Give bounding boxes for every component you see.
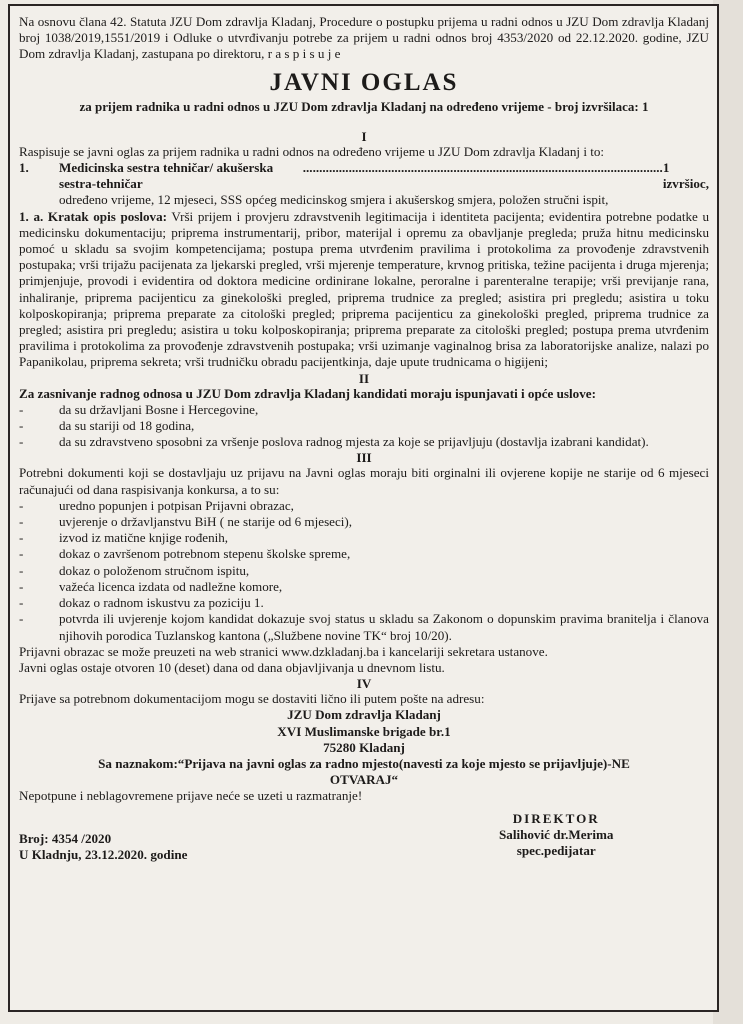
signature-block: [499, 811, 613, 860]
general-conditions-list: [19, 402, 709, 451]
section-numeral-2: II: [358, 370, 370, 386]
list-item: - uredno popunjen i potpisan Prijavni obrazac,: [19, 497, 294, 513]
envelope-mark: Sa naznakom:“Prijava na javni oglas za radno mjesto(navesti za koje mjesto se prijavljuje)-NE OTVARAJ“: [98, 755, 630, 788]
signatory-title: spec.pedijatar: [516, 842, 596, 858]
reference-number: Broj: 4354 /2020: [19, 830, 112, 846]
documents-list: [19, 498, 709, 644]
list-item: - da su zdravstveno sposobni za vršenje poslova radnog mjesta za koje se prijavljuju (dostavlja izabrani kandidat).: [19, 434, 649, 450]
address-line: 75280 Kladanj: [323, 739, 405, 755]
list-item: - potvrda ili uvjerenje kojom kandidat dokazuje svoj status u skladu sa Zakonom o dopunskim pravima branitelja i članova njihovih porodica Tuzlanskog kantona („Službene novine TK“ broj 10/20).: [19, 611, 709, 643]
list-item: - dokaz o radnom iskustvu za poziciju 1.: [19, 595, 264, 611]
list-item: - uvjerenje o državljanstvu BiH ( ne starije od 6 mjeseci),: [19, 514, 353, 530]
signatory-role: DIREKTOR: [512, 810, 600, 826]
address-block: [19, 707, 709, 756]
position-count: 1 izvršioc,: [662, 160, 710, 192]
position-requirements: određeno vrijeme, 12 mjeseci, SSS općeg medicinskog smjera i akušerskog smjera, položen stručni ispit,: [59, 192, 609, 208]
list-item: - važeća licenca izdata od nadležne komore,: [19, 578, 283, 594]
section-numeral-3: III: [356, 450, 372, 466]
ad-subtitle: za prijem radnika u radni odnos u JZU Dom zdravlja Kladanj na određeno vrijeme - broj izvršilaca: 1: [79, 98, 649, 114]
list-item: - dokaz o položenom stručnom ispitu,: [19, 562, 250, 578]
form-download-note: Prijavni obrazac se može preuzeti na web stranici www.dzkladanj.ba i kancelariji sekretara ustanove.: [19, 643, 548, 659]
list-item: - da su stariji od 18 godina,: [19, 418, 195, 434]
address-line: XVI Muslimanske brigade br.1: [277, 723, 451, 739]
list-item: - izvod iz matične knjige rođenih,: [19, 530, 229, 546]
list-item: - dokaz o završenom potrebnom stepenu školske spreme,: [19, 546, 351, 562]
position-row: [19, 160, 709, 192]
place-date: U Kladnju, 23.12.2020. godine: [19, 846, 188, 862]
open-period-note: Javni oglas ostaje otvoren 10 (deset) dana od dana objavljivanja u dnevnom listu.: [19, 659, 445, 675]
reference-block: [19, 831, 187, 863]
section2-lead: Za zasnivanje radnog odnosa u JZU Dom zdravlja Kladanj kandidati moraju ispunjavati i opće uslove:: [19, 385, 596, 401]
section-numeral-1: I: [361, 128, 367, 144]
intro-paragraph: Na osnovu člana 42. Statuta JZU Dom zdravlja Kladanj, Procedure o postupku prijema u radni odnos u JZU Dom zdravlja Kladanj broj 1038/2019,1551/2019 i Odluke o utvrđivanju potrebe za prijem u radni odnos broj 4353/2020 od 22.12.2020. godine, JZU Dom zdravlja Kladanj, zastupana po direktoru, r a s p i s u j e: [19, 14, 709, 62]
job-description-label: 1. a. Kratak opis poslova:: [19, 208, 168, 224]
list-item: - da su državljani Bosne i Hercegovine,: [19, 401, 259, 417]
footer: [19, 810, 709, 881]
signatory-name: Salihović dr.Merima: [499, 826, 614, 842]
position-name: Medicinska sestra tehničar/ akušerska sestra-tehničar: [59, 160, 274, 192]
position-dots: ..............................................................................................................: [302, 160, 663, 176]
job-advertisement: [8, 4, 719, 1012]
section4-lead: Prijave sa potrebnom dokumentacijom mogu se dostaviti lično ili putem pošte na adresu:: [19, 691, 485, 707]
section-numeral-4: IV: [356, 676, 372, 692]
job-description: [19, 209, 709, 371]
address-line: JZU Dom zdravlja Kladanj: [287, 707, 441, 723]
section1-lead: Raspisuje se javni oglas za prijem radnika u radni odnos na određeno vrijeme u JZU Dom zdravlja Kladanj i to:: [19, 143, 605, 159]
incomplete-warning: Nepotpune i neblagovremene prijave neće se uzeti u razmatranje!: [19, 788, 363, 804]
job-description-text: Vrši prijem i provjeru zdravstvenih legitimacija i identiteta pacijenta; evidentira potrebne podatke u medicinsku dokumentaciju; priprema instrumentarij, pribor, materijal i opremu za obavljanje pregleda; pruža hitnu medicinsku pomoć u skladu sa svojim kompetencijama; postupa prema utvrđenim pravilima i protokolima za provođenje zdravstvenih postupaka; vrši trijažu pacijenata za ljekarski pregled, vrši mjerenje temperature, krvnog pritiska, težine pacijenta i druga mjerenja; primjenjuje, provodi i evidentira od doktora medicine ordinirane lokalne, peroralne i parenteralne terapije; vrši previjanje rana, inhaliranje, priprema pacijenticu za ginekološki pregled, priprema trudnice za pregled; asistira pri pregledu; asistira u toku kolposkopiranja; priprema preparate za citološki pregled; priprema pacijenticu za ginekološki pregled, priprema trudnice za pregled; asistira pri pregledu; asistira u toku kolposkopiranja; priprema preparate za citološki pregled; postupa prema utvrđenim pravilima i protokolima za provođenje zdravstvenih postupaka; vrši uzimanje vaginalnog brisa za laboratorijske analize, nalazi po Papanikolau, priprema sekreta; vrši trudničku obradu pacijentkinja, daje upute trudnicama o higijeni;: [19, 208, 710, 370]
ad-title: JAVNI OGLAS: [269, 68, 459, 96]
section3-lead: Potrebni dokumenti koji se dostavljaju uz prijavu na Javni oglas moraju biti orginalni ili ovjerene kopije ne starije od 6 mjeseci računajući od dana raspisivanja konkursa, a to su:: [19, 465, 709, 497]
position-number: 1.: [19, 160, 29, 176]
